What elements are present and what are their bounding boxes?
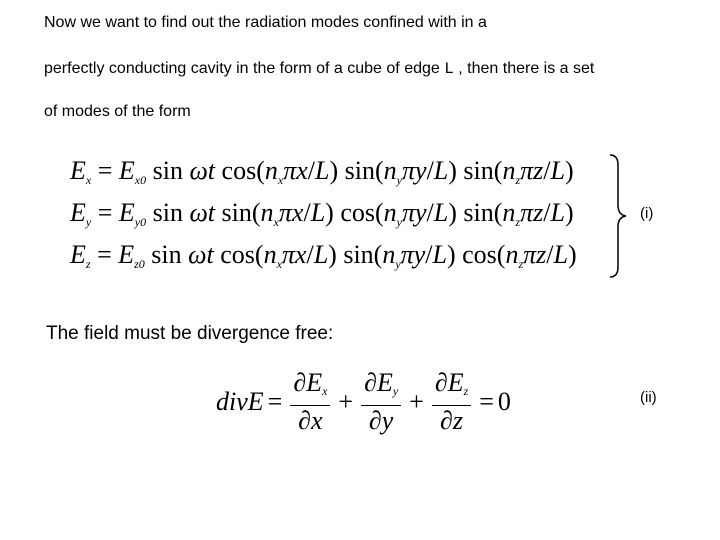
intro-line-2	[44, 60, 594, 78]
intro-line-2-end: , then there is a set	[453, 60, 595, 77]
divergence-equation: divE = $\frac{\partial E_x}{\partial x}$ + $\frac{\partial E_y}{\partial y}$ + $\frac{\partial E_z}{\partial z}$ = 0	[216, 367, 511, 435]
intro-line-2-start: perfectly conducting cavity in the form of a cube of edge	[44, 60, 445, 77]
divergence-heading: The field must be divergence free:	[46, 323, 334, 344]
equation-ey: $E_y = E_{y0}$ sin ωt $\sin(n_x\pi x/L)$ $\cos(n_y\pi y/L)$ $\sin(n_z\pi z/L)$	[70, 198, 574, 229]
edge-symbol: L	[444, 60, 454, 78]
equation-tag-i: (i)	[640, 205, 654, 222]
intro-line-3: of modes of the form	[44, 103, 191, 120]
intro-line-1: Now we want to find out the radiation modes confined with in a	[44, 14, 487, 31]
equation-tag-ii: (ii)	[640, 389, 657, 406]
equation-ez: $E_z = E_{z0}$ sin ωt $\cos(n_x\pi x/L)$ $\sin(n_y\pi y/L)$ $\cos(n_z\pi z/L)$	[70, 240, 577, 271]
right-brace	[606, 153, 630, 279]
equation-ex: $E_x = E_{x0}$ sin ωt $\cos(n_x\pi x/L)$ $\sin(n_y\pi y/L)$ $\sin(n_z\pi z/L)$	[70, 156, 574, 187]
